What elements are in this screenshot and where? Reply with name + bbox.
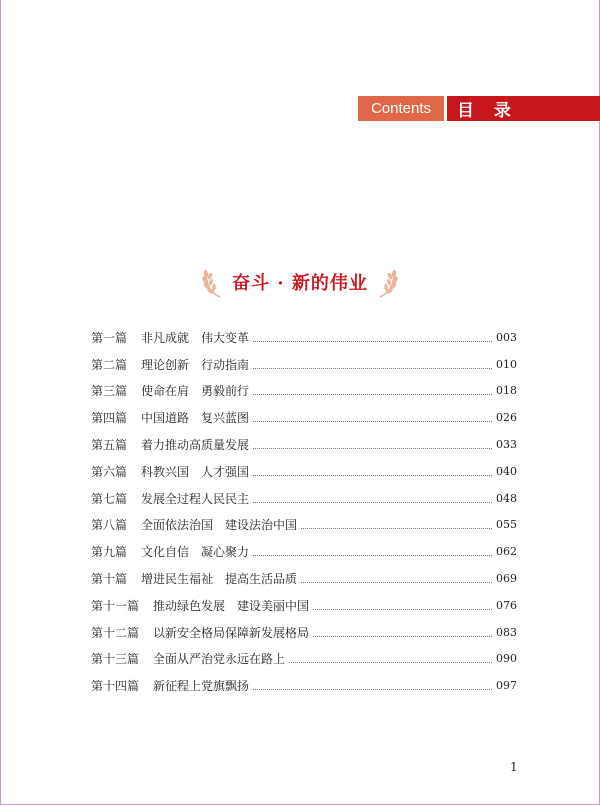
toc-page: 026: [496, 411, 517, 425]
toc-entry[interactable]: [91, 431, 517, 458]
toc-entry[interactable]: [91, 512, 517, 539]
mulu-label: 目 录: [447, 96, 600, 121]
toc-leader: [253, 394, 492, 395]
toc-entry[interactable]: [91, 565, 517, 592]
toc-leader: [313, 636, 492, 637]
toc-page: 076: [496, 598, 517, 612]
toc-title: 科教兴国 人才强国: [141, 464, 250, 479]
laurel-right-icon: [376, 265, 400, 299]
toc-title: 文化自信 凝心聚力: [141, 545, 250, 560]
toc-entry[interactable]: [91, 458, 517, 485]
toc-chapter: 第八篇: [91, 518, 128, 533]
toc-page: 083: [496, 625, 517, 639]
toc-chapter: 第十一篇: [91, 598, 140, 613]
toc-entry[interactable]: [91, 351, 517, 378]
page-number: 1: [510, 760, 518, 774]
toc-chapter: 第五篇: [91, 438, 128, 453]
toc-leader: [253, 341, 492, 342]
toc-leader: [253, 421, 492, 422]
toc-title: 新征程上党旗飘扬: [153, 679, 250, 694]
toc-leader: [313, 609, 492, 610]
toc-leader: [289, 662, 492, 663]
laurel-left-icon: [200, 265, 224, 299]
toc-leader: [253, 502, 492, 503]
toc-page: 033: [496, 438, 517, 452]
contents-label: Contents: [358, 96, 444, 121]
toc-leader: [253, 448, 492, 449]
toc-page: 062: [496, 545, 517, 559]
toc-title: 着力推动高质量发展: [141, 438, 250, 453]
section-title: 奋斗 · 新的伟业: [232, 273, 368, 294]
toc-chapter: 第七篇: [91, 491, 128, 506]
toc-page: 003: [496, 330, 517, 344]
toc-page: 048: [496, 491, 517, 505]
toc-title: 使命在肩 勇毅前行: [141, 384, 250, 399]
toc-title: 发展全过程人民民主: [141, 491, 250, 506]
toc-title: 中国道路 复兴蓝图: [141, 411, 250, 426]
toc-entry[interactable]: [91, 485, 517, 512]
toc-chapter: 第十二篇: [91, 625, 140, 640]
toc-entry[interactable]: [91, 324, 517, 351]
toc-title: 以新安全格局保障新发展格局: [153, 625, 310, 640]
toc-entry[interactable]: [91, 378, 517, 405]
toc-page: 090: [496, 652, 517, 666]
toc-entry[interactable]: [91, 619, 517, 646]
toc-entry[interactable]: [91, 646, 517, 673]
toc-leader: [301, 528, 492, 529]
toc-title: 全面从严治党永远在路上: [153, 652, 286, 667]
toc-leader: [301, 582, 492, 583]
toc-entry[interactable]: [91, 672, 517, 699]
toc-chapter: 第二篇: [91, 357, 128, 372]
toc-entry[interactable]: [91, 404, 517, 431]
toc-page: 069: [496, 572, 517, 586]
toc-leader: [253, 368, 492, 369]
toc-title: 理论创新 行动指南: [141, 357, 250, 372]
toc-chapter: 第四篇: [91, 411, 128, 426]
toc-entry[interactable]: [91, 592, 517, 619]
toc-chapter: 第九篇: [91, 545, 128, 560]
toc-leader: [253, 689, 492, 690]
toc-chapter: 第三篇: [91, 384, 128, 399]
toc-page: 040: [496, 464, 517, 478]
toc-title: 推动绿色发展 建设美丽中国: [153, 598, 310, 613]
toc-title: 全面依法治国 建设法治中国: [141, 518, 298, 533]
toc-leader: [253, 555, 492, 556]
toc-chapter: 第十四篇: [91, 679, 140, 694]
toc-page: 055: [496, 518, 517, 532]
toc-title: 非凡成就 伟大变革: [141, 330, 250, 345]
toc-title: 增进民生福祉 提高生活品质: [141, 572, 298, 587]
toc-entry[interactable]: [91, 538, 517, 565]
section-heading: [0, 262, 600, 302]
toc-header-bar: [358, 96, 600, 121]
toc-chapter: 第十三篇: [91, 652, 140, 667]
table-of-contents: [91, 324, 517, 699]
toc-chapter: 第一篇: [91, 330, 128, 345]
toc-page: 097: [496, 679, 517, 693]
toc-page: 018: [496, 384, 517, 398]
toc-chapter: 第六篇: [91, 464, 128, 479]
toc-chapter: 第十篇: [91, 572, 128, 587]
toc-leader: [253, 475, 492, 476]
toc-page: 010: [496, 357, 517, 371]
